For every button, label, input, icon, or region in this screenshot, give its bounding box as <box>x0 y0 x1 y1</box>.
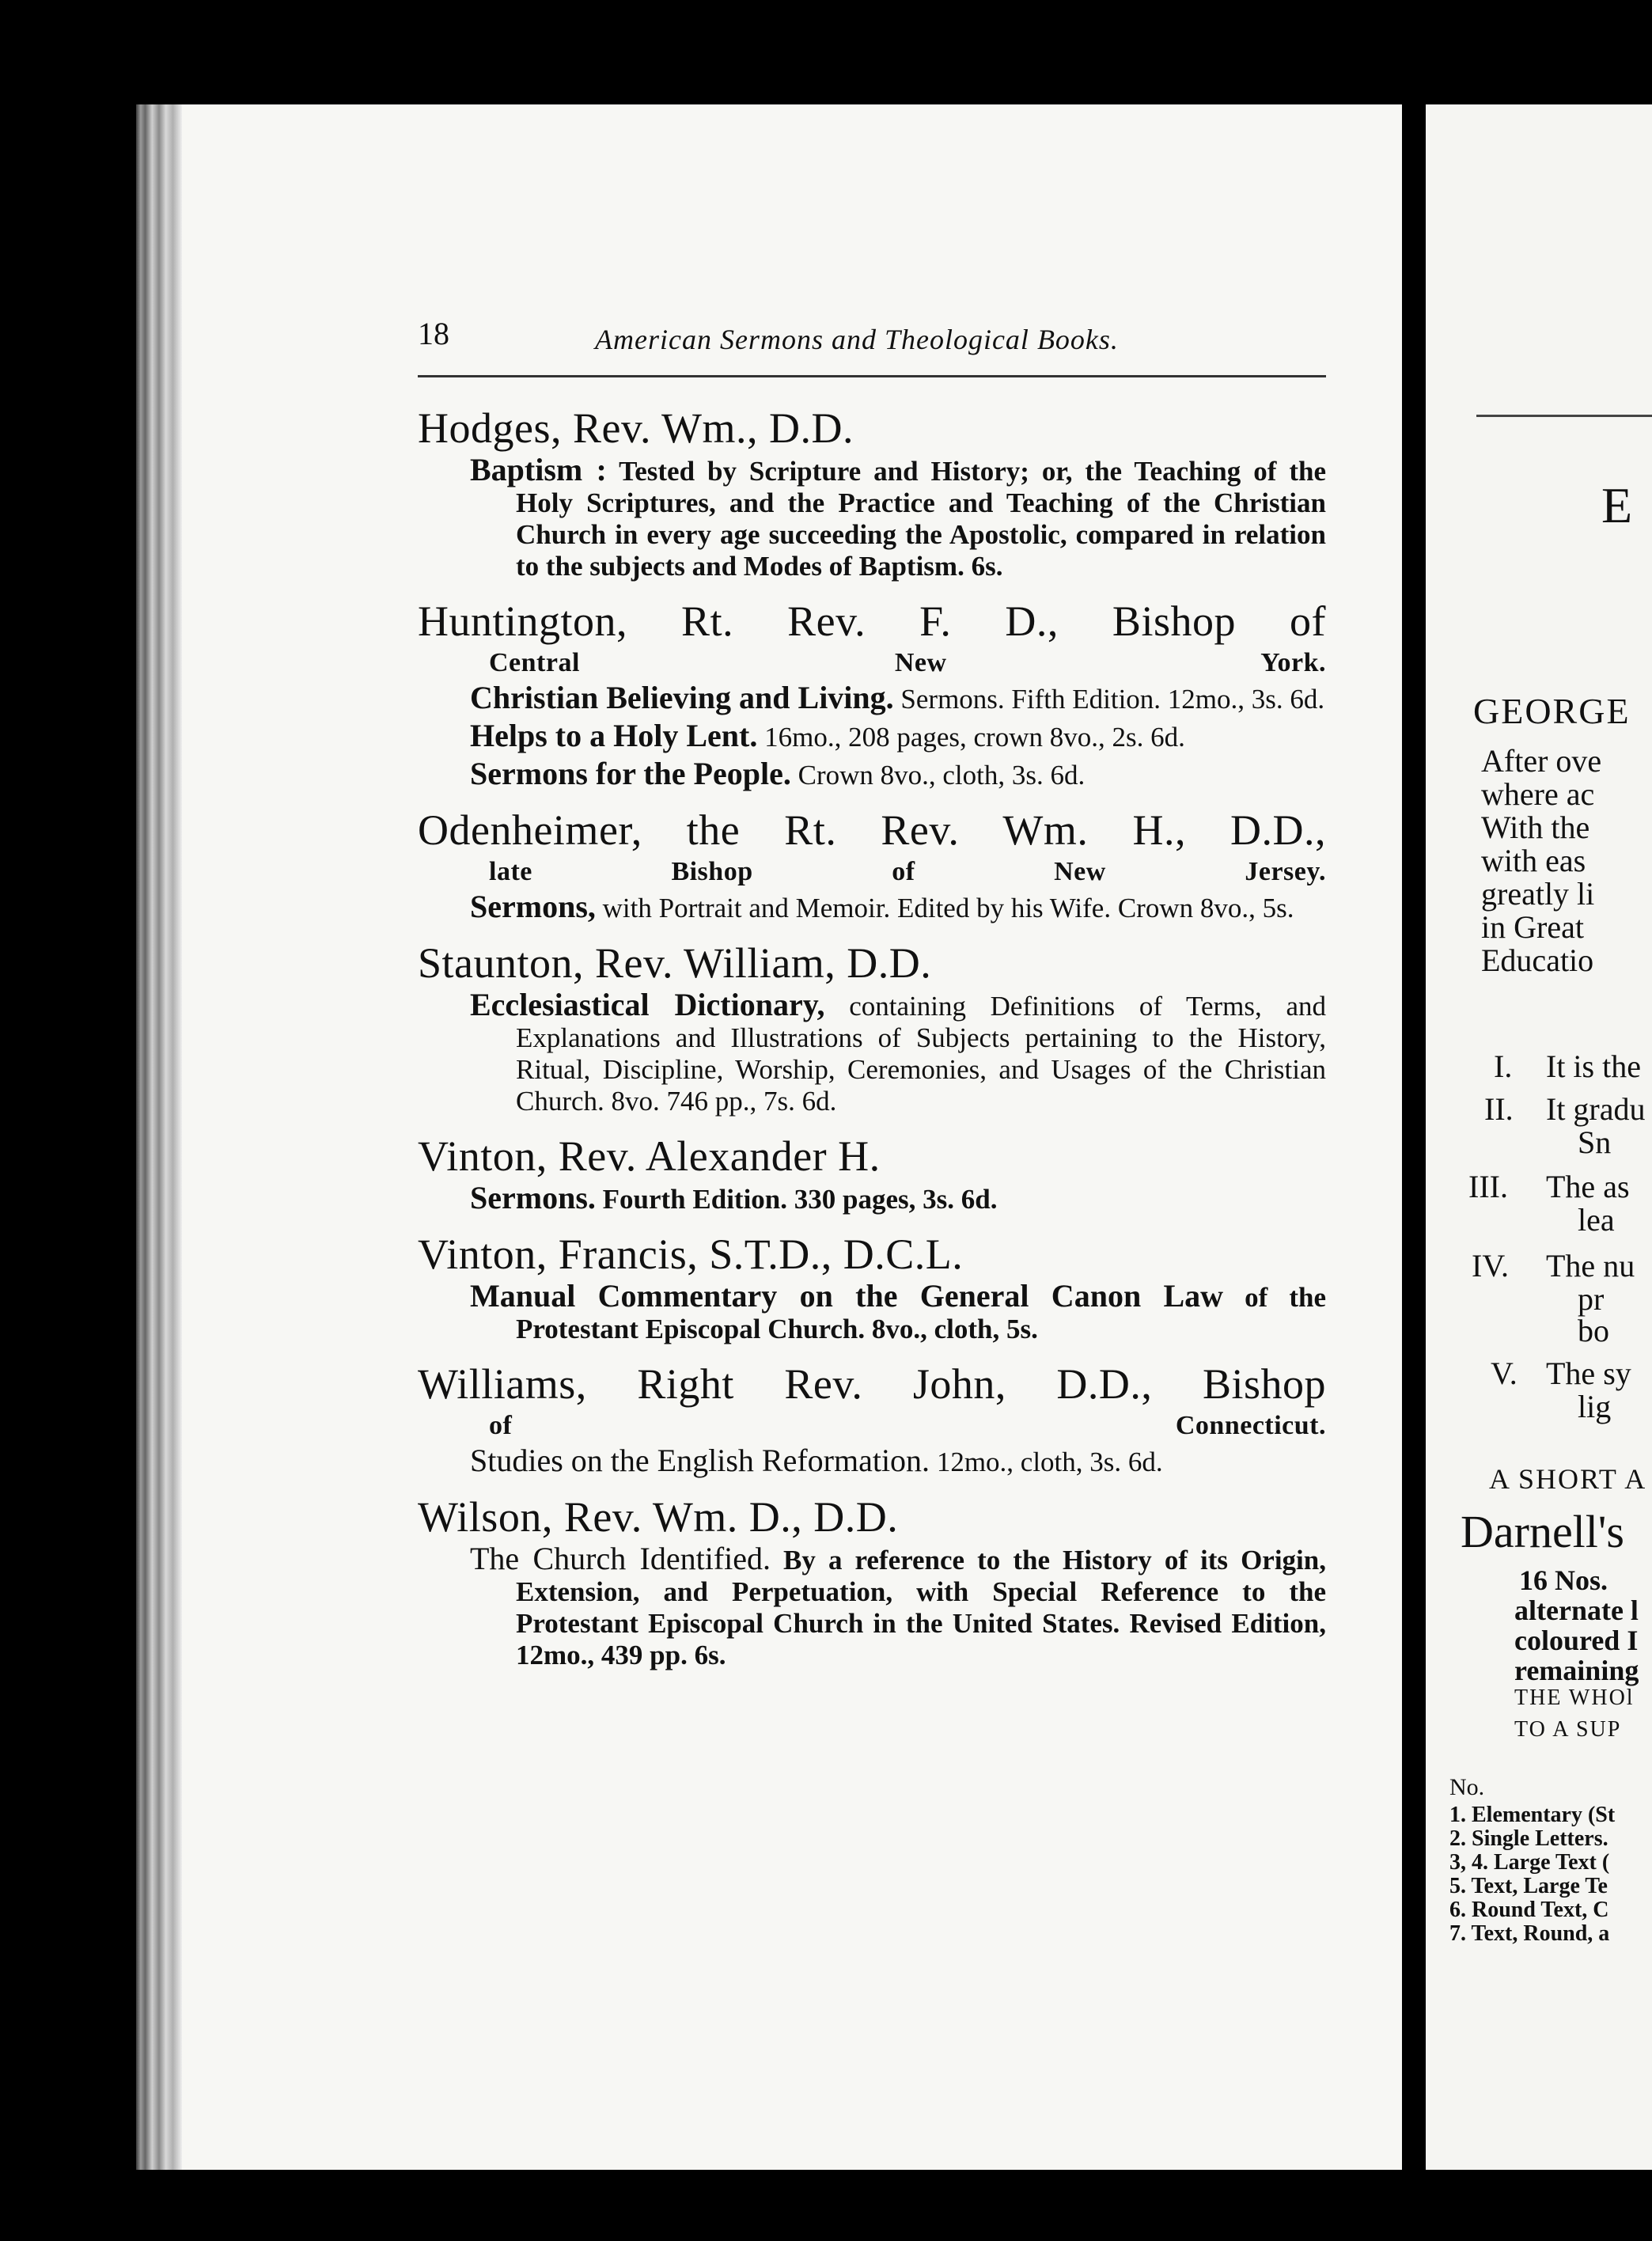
work-entry <box>418 1543 1326 1671</box>
right-darnell-line: coloured I <box>1514 1625 1639 1656</box>
work-title: Sermons for the People. <box>470 756 791 791</box>
author-name: Williams, Right Rev. John, D.D., Bishop <box>418 1360 1326 1408</box>
right-darnell-line: 16 Nos. <box>1519 1564 1608 1596</box>
work-description: with Portrait and Memoir. Edited by his Wife. Crown 8vo., 5s. <box>595 893 1294 923</box>
header-rule <box>418 375 1326 377</box>
work-title: Sermons. <box>470 1180 596 1215</box>
right-numeral: III. <box>1468 1169 1508 1204</box>
right-para-line: Educatio <box>1481 942 1594 978</box>
page-edge-shadow <box>136 104 182 2170</box>
page-number: 18 <box>418 316 449 351</box>
work-description: 16mo., 208 pages, crown 8vo., 2s. 6d. <box>757 722 1185 753</box>
catalog-entry <box>418 938 1326 1117</box>
work-description: Fourth Edition. 330 pages, 3s. 6d. <box>595 1184 998 1215</box>
right-darnell-line: alternate l <box>1514 1594 1639 1626</box>
right-list-item: 1. Elementary (St <box>1449 1803 1616 1827</box>
right-header-rule <box>1476 415 1652 417</box>
right-darnell-line: THE WHOl <box>1514 1685 1635 1710</box>
right-para-line: where ac <box>1481 776 1595 812</box>
work-description: of the Protestant Episcopal Church. 8vo., cloth, 5s. <box>516 1282 1326 1344</box>
work-entry <box>418 720 1326 753</box>
work-title: Helps to a Holy Lent. <box>470 718 758 753</box>
work-description: By a reference to the History of its Origin, Extension, and Perpetuation, with Special Reference to the Protestant Episcopal Church in the United States. Revised Edition, 12mo., 439 pp. 6s. <box>516 1545 1326 1670</box>
work-title: Manual Commentary on the General Canon Law <box>470 1278 1224 1314</box>
catalog-entry <box>418 1132 1326 1215</box>
right-numeral-text: bo <box>1578 1313 1609 1348</box>
work-entry <box>418 891 1326 924</box>
work-entry <box>418 454 1326 582</box>
author-heading: Wilson, Rev. Wm. D., D.D. <box>418 1493 899 1541</box>
author-heading: Hodges, Rev. Wm., D.D. <box>418 404 854 452</box>
work-entry <box>418 1182 1326 1215</box>
work-title: Baptism : <box>470 452 607 487</box>
right-numeral-text: Sn <box>1578 1124 1612 1160</box>
right-page <box>1426 104 1652 2170</box>
right-darnell-line: remaining <box>1514 1655 1639 1686</box>
right-list-item: 3, 4. Large Text ( <box>1449 1850 1610 1875</box>
right-para-line: greatly li <box>1481 876 1595 912</box>
right-darnell-heading: Darnell's <box>1461 1506 1624 1557</box>
right-numeral-text: lig <box>1578 1389 1612 1424</box>
right-list-item: 7. Text, Round, a <box>1449 1921 1610 1946</box>
right-numeral-text: It gradu <box>1546 1091 1646 1127</box>
catalog-list <box>418 404 1326 1685</box>
right-numeral-text: It is the <box>1546 1048 1641 1084</box>
right-para-line: in Great <box>1481 909 1584 945</box>
work-entry <box>418 989 1326 1117</box>
work-title: The Church Identified. <box>470 1541 771 1576</box>
right-numeral-text: The sy <box>1546 1356 1631 1391</box>
work-entry <box>418 1280 1326 1345</box>
author-heading: Vinton, Francis, S.T.D., D.C.L. <box>418 1230 964 1278</box>
right-darnell-line: TO A SUP <box>1514 1717 1622 1742</box>
right-list-item: 2. Single Letters. <box>1449 1826 1608 1851</box>
right-numeral-text: lea <box>1578 1202 1615 1238</box>
work-entry <box>418 758 1326 791</box>
author-see: of Connecticut. <box>489 1411 1326 1440</box>
author-name: Odenheimer, the Rt. Rev. Wm. H., D.D., <box>418 806 1326 854</box>
right-list-item: 6. Round Text, C <box>1449 1898 1609 1922</box>
work-description: Tested by Scripture and History; or, the Teaching of the Holy Scriptures, and the Practice and Teaching of the Christian Church in every age succeeding the Apostolic, compared in relation to the subjects and Modes of Baptism. 6s. <box>516 456 1326 582</box>
catalog-entry <box>418 1230 1326 1345</box>
right-section-title: GEORGE <box>1473 691 1631 731</box>
right-para-line: After ove <box>1481 743 1602 779</box>
right-numeral-text: The nu <box>1546 1248 1635 1284</box>
work-entry <box>418 1445 1326 1478</box>
author-heading: Vinton, Rev. Alexander H. <box>418 1132 881 1180</box>
right-short-heading: A SHORT A <box>1489 1463 1647 1495</box>
author-heading <box>418 806 1326 889</box>
right-numeral: IV. <box>1472 1248 1510 1284</box>
right-numeral: I. <box>1494 1048 1513 1084</box>
work-title: Studies on the English Reformation. <box>470 1443 930 1478</box>
work-title: Christian Believing and Living. <box>470 680 894 715</box>
book-gutter <box>1402 0 1426 2241</box>
work-description: Crown 8vo., cloth, 3s. 6d. <box>790 760 1086 791</box>
work-entry <box>418 682 1326 715</box>
right-numeral: II. <box>1484 1091 1514 1127</box>
author-heading <box>418 597 1326 681</box>
right-para-line: With the <box>1481 810 1590 845</box>
catalog-entry <box>418 597 1326 791</box>
catalog-entry <box>418 404 1326 582</box>
author-heading: Staunton, Rev. William, D.D. <box>418 939 932 987</box>
author-name: Huntington, Rt. Rev. F. D., Bishop of <box>418 597 1326 645</box>
author-see: late Bishop of New Jersey. <box>489 857 1326 886</box>
work-description: containing Definitions of Terms, and Explanations and Illustrations of Subjects pertaining to the History, Ritual, Discipline, Worship, Ceremonies, and Usages of the Christian Church. 8vo. 746 pp., 7s. 6d. <box>516 991 1326 1117</box>
catalog-entry <box>418 1492 1326 1671</box>
author-heading <box>418 1359 1326 1443</box>
right-para-line: with eas <box>1481 843 1586 878</box>
right-no-label: No. <box>1449 1774 1485 1800</box>
right-numeral-text: The as <box>1546 1169 1630 1204</box>
author-see: Central New York. <box>489 648 1326 677</box>
right-numeral: V. <box>1491 1356 1517 1391</box>
catalog-entry <box>418 806 1326 924</box>
work-title: Sermons, <box>470 889 596 924</box>
work-title: Ecclesiastical Dictionary, <box>470 987 825 1022</box>
catalog-entry <box>418 1359 1326 1478</box>
work-description: 12mo., cloth, 3s. 6d. <box>930 1447 1163 1477</box>
work-description: Sermons. Fifth Edition. 12mo., 3s. 6d. <box>893 684 1325 715</box>
right-list-item: 5. Text, Large Te <box>1449 1874 1608 1898</box>
running-title: American Sermons and Theological Books. <box>595 324 1119 355</box>
right-numeral-text: pr <box>1578 1281 1605 1317</box>
right-heading: E <box>1601 477 1633 533</box>
